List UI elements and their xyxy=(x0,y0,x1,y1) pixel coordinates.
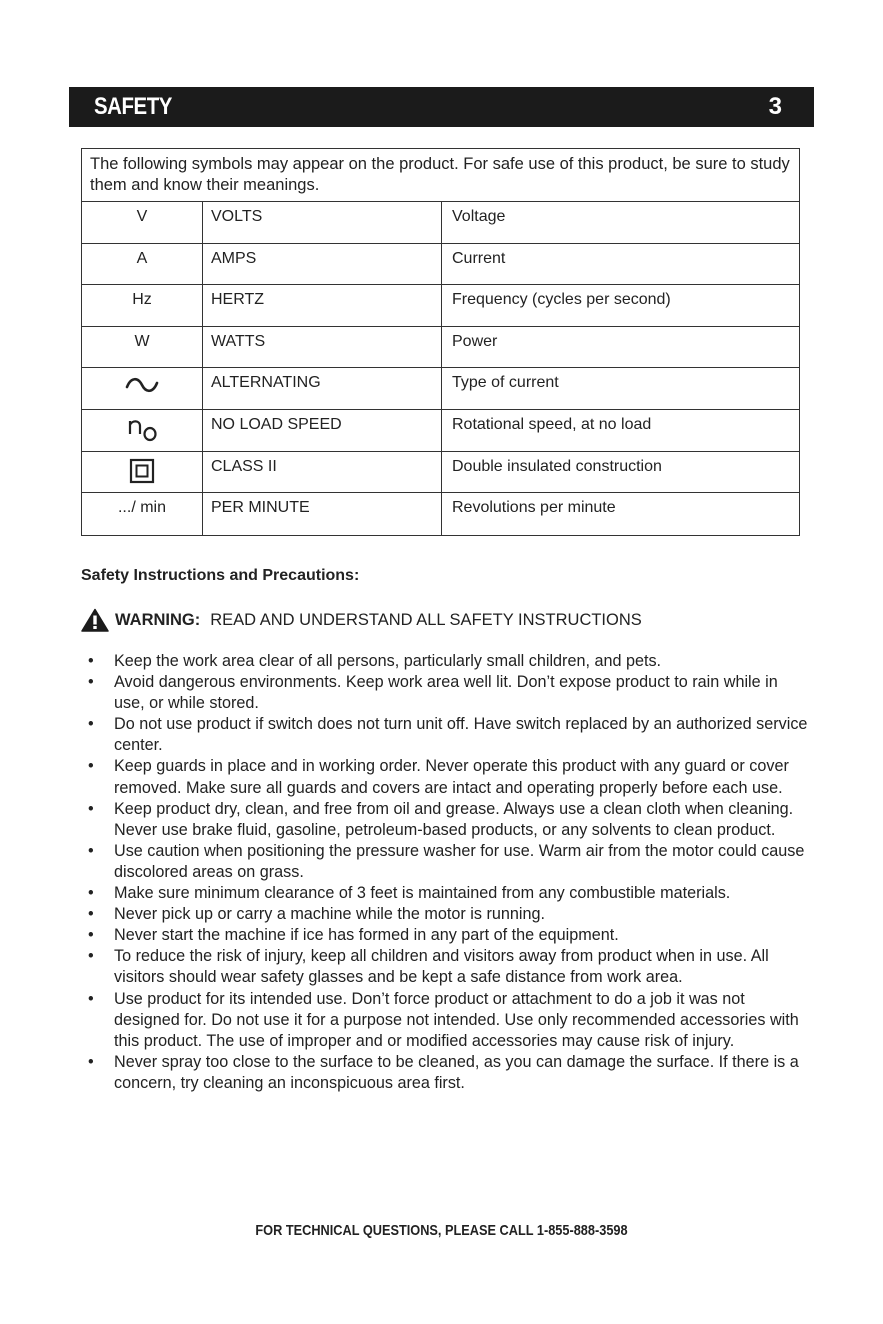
list-item: • Keep guards in place and in working order. Never operate this product with any guard or cover removed. Make sure all guards and covers are intact and operating properly before each use. xyxy=(88,756,808,798)
symbol-meaning: Current xyxy=(452,249,506,267)
list-item: • Use product for its intended use. Don’t force product or attachment to do a job it was not designed for. Do not use it for a purpose not intended. Use only recommended accessories with this product. The use of improper and or modified accessories may cause risk of injury. xyxy=(88,989,808,1052)
symbol-name: VOLTS xyxy=(203,202,442,243)
symbol-name: AMPS xyxy=(203,244,442,285)
page-number: 3 xyxy=(768,93,782,120)
list-item: • Keep the work area clear of all persons, particularly small children, and pets. xyxy=(88,651,808,672)
symbol-name: CLASS II xyxy=(203,452,442,493)
section-header-bar xyxy=(69,87,814,127)
symbols-intro: The following symbols may appear on the product. For safe use of this product, be sure to study them and know their meanings. xyxy=(82,149,799,202)
symbol-name: WATTS xyxy=(203,327,442,368)
warning-label: WARNING: xyxy=(115,610,201,629)
safety-instructions-list xyxy=(88,651,808,1094)
symbol-cell xyxy=(82,410,203,451)
warning-text: READ AND UNDERSTAND ALL SAFETY INSTRUCTIONS xyxy=(210,610,642,629)
list-item: • Never start the machine if ice has formed in any part of the equipment. xyxy=(88,925,808,946)
alternating-current-icon xyxy=(124,374,160,396)
list-item: • Do not use product if switch does not turn unit off. Have switch replaced by an authorized service center. xyxy=(88,714,808,756)
list-item: • Make sure minimum clearance of 3 feet is maintained from any combustible materials. xyxy=(88,883,808,904)
section-heading: Safety Instructions and Precautions: xyxy=(81,567,360,584)
symbol-cell: .../ min xyxy=(82,493,203,535)
table-row xyxy=(82,410,799,452)
symbol-name: PER MINUTE xyxy=(203,493,442,535)
warning-triangle-icon xyxy=(81,608,109,632)
table-row xyxy=(82,244,799,286)
list-item: • Avoid dangerous environments. Keep work area well lit. Don’t expose product to rain while in use, or while stored. xyxy=(88,672,808,714)
symbol-meaning: Voltage xyxy=(452,208,506,225)
symbol-cell: A xyxy=(82,244,203,285)
table-row xyxy=(82,452,799,494)
symbol-cell: V xyxy=(82,202,203,243)
symbol-cell: Hz xyxy=(82,285,203,326)
class-ii-icon xyxy=(129,458,155,484)
list-item: • Keep product dry, clean, and free from oil and grease. Always use a clean cloth when cleaning. Never use brake fluid, gasoline, petroleum-based products, or any solvents to clean product. xyxy=(88,799,808,841)
symbol-meaning: Double insulated construction xyxy=(452,457,662,475)
table-row xyxy=(82,285,799,327)
symbol-meaning: Rotational speed, at no load xyxy=(452,415,652,433)
table-row xyxy=(82,327,799,369)
symbol-meaning: Type of current xyxy=(452,374,559,392)
symbol-name: HERTZ xyxy=(203,285,442,326)
symbol-meaning: Revolutions per minute xyxy=(452,499,616,517)
footer-contact: FOR TECHNICAL QUESTIONS, PLEASE CALL 1-855-888-3598 xyxy=(255,1222,628,1239)
table-row xyxy=(82,368,799,410)
symbol-cell xyxy=(82,452,203,493)
table-row xyxy=(82,493,799,535)
symbol-name: ALTERNATING xyxy=(203,368,442,409)
list-item: • Never pick up or carry a machine while the motor is running. xyxy=(88,904,808,925)
symbol-meaning: Power xyxy=(452,332,498,350)
list-item: • To reduce the risk of injury, keep all children and visitors away from product when in use. All visitors should wear safety glasses and be kept a safe distance from work area. xyxy=(88,946,808,988)
symbol-meaning: Frequency (cycles per second) xyxy=(452,291,671,309)
symbols-table xyxy=(81,148,800,536)
symbol-name: NO LOAD SPEED xyxy=(203,410,442,451)
list-item: • Never spray too close to the surface to be cleaned, as you can damage the surface. If there is a concern, try cleaning an inconspicuous area first. xyxy=(88,1052,808,1094)
symbol-cell: W xyxy=(82,327,203,368)
no-load-speed-icon xyxy=(124,416,160,442)
table-row xyxy=(82,202,799,244)
symbol-cell xyxy=(82,368,203,409)
warning-line xyxy=(81,608,642,632)
section-title: SAFETY xyxy=(94,93,172,120)
list-item: • Use caution when positioning the pressure washer for use. Warm air from the motor could cause discolored areas on grass. xyxy=(88,841,808,883)
